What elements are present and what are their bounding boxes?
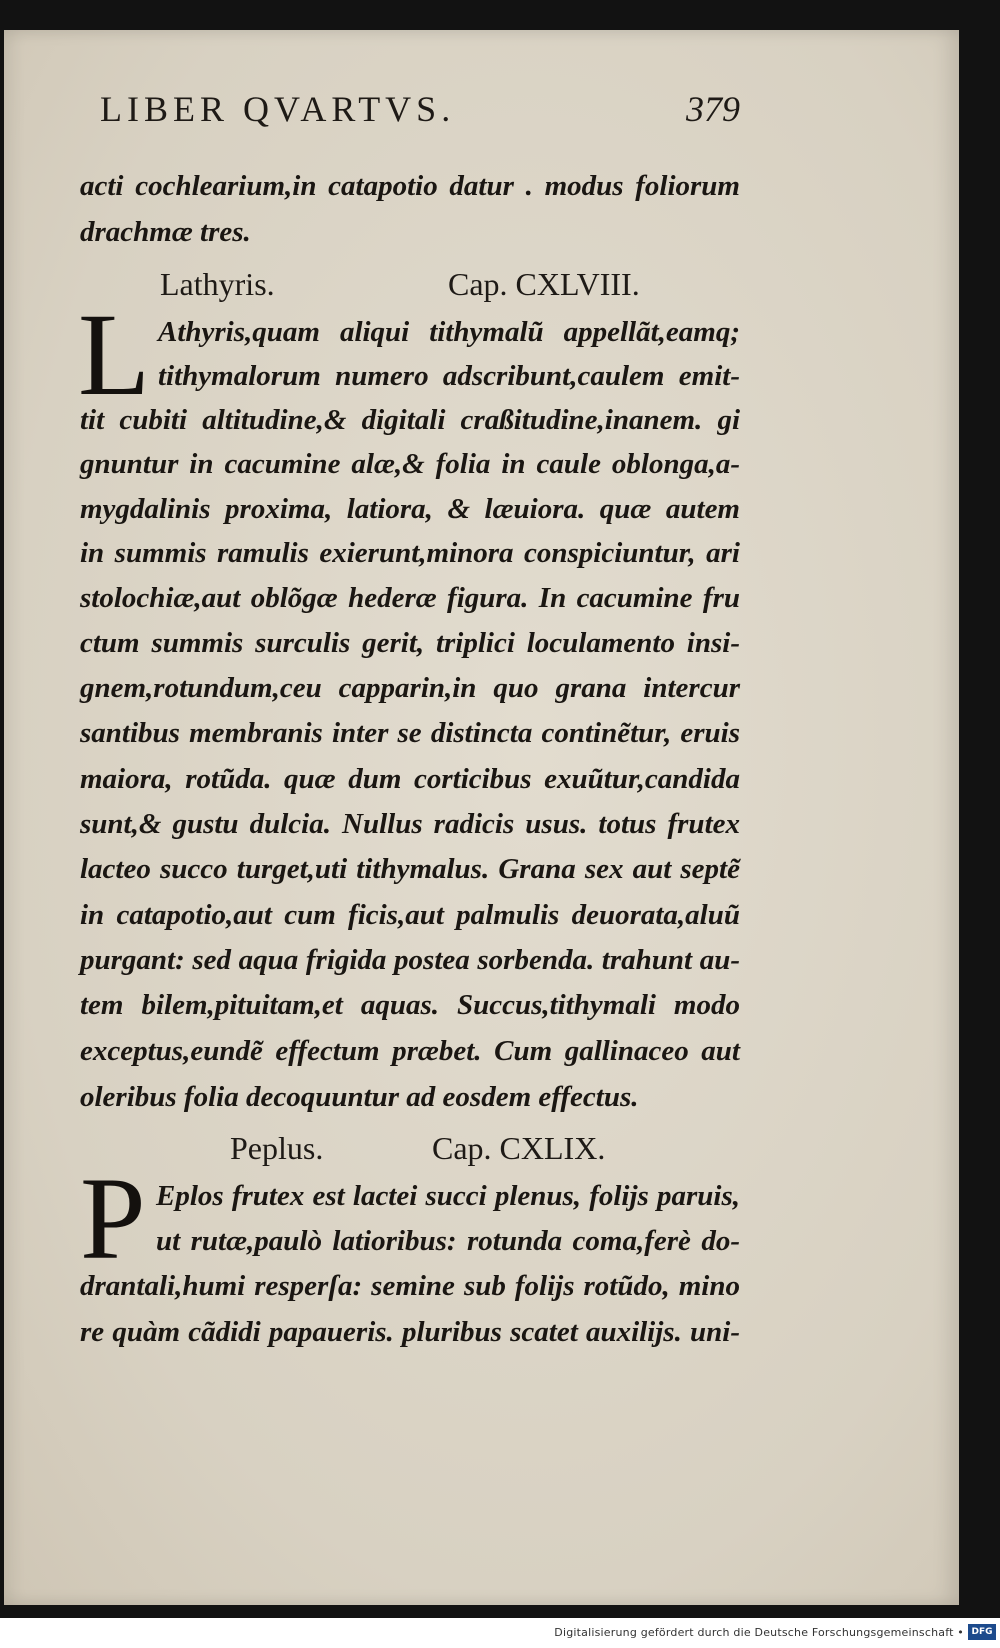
running-head bbox=[100, 88, 740, 138]
text-line: purgant: sed aqua frigida postea sorbenda. trahunt au- bbox=[80, 944, 740, 976]
text-line: Athyris,quam aliqui tithymalũ appellãt,eamq; bbox=[158, 316, 740, 348]
text-line: sunt,& gustu dulcia. Nullus radicis usus. totus frutex bbox=[80, 808, 740, 840]
text-line: maiora, rotũda. quæ dum corticibus exuũtur,candida bbox=[80, 763, 740, 795]
text-line: Eplos frutex est lactei succi plenus, folijs paruis, bbox=[156, 1180, 740, 1212]
text-line: tem bilem,pituitam,et aquas. Succus,tithymali modo bbox=[80, 989, 740, 1021]
funding-notice: Digitalisierung gefördert durch die Deutsche Forschungsgemeinschaft • bbox=[554, 1626, 964, 1639]
text-line: gnuntur in cacumine alæ,& folia in caule oblonga,a- bbox=[80, 448, 740, 480]
chapter-title: Lathyris. bbox=[160, 266, 275, 302]
text-line: tit cubiti altitudine,& digitali craßitudine,inanem. gi bbox=[80, 404, 740, 436]
page-number: 379 bbox=[686, 89, 740, 129]
text-line: in catapotio,aut cum ficis,aut palmulis deuorata,aluũ bbox=[80, 899, 740, 931]
footer-bar bbox=[0, 1618, 1000, 1648]
text-line: acti cochlearium,in catapotio datur . modus foliorum bbox=[80, 170, 740, 202]
dfg-logo[interactable]: DFG bbox=[968, 1624, 996, 1640]
text-line: lacteo succo turget,uti tithymalus. Grana sex aut septẽ bbox=[80, 853, 740, 885]
text-line: oleribus folia decoquuntur ad eosdem effectus. bbox=[80, 1081, 639, 1113]
text-line: re quàm cãdidi papaueris. pluribus scatet auxilijs. uni- bbox=[80, 1316, 740, 1348]
text-line: tithymalorum numero adscribunt,caulem emit- bbox=[158, 360, 740, 392]
text-line: mygdalinis proxima, latiora, & læuiora. quæ autem bbox=[80, 493, 740, 525]
text-line: exceptus,eundẽ effectum præbet. Cum gallinaceo aut bbox=[80, 1035, 740, 1067]
text-line: drachmæ tres. bbox=[80, 216, 251, 248]
drop-cap: P bbox=[80, 1153, 146, 1284]
drop-cap: L bbox=[78, 289, 151, 420]
chapter-number: Cap. CXLVIII. bbox=[448, 266, 640, 302]
text-line: stolochiæ,aut oblõgæ hederæ figura. In cacumine fru bbox=[80, 582, 740, 614]
text-line: in summis ramulis exierunt,minora conspiciuntur, ari bbox=[80, 537, 740, 569]
text-line: santibus membranis inter se distincta continẽtur, eruis bbox=[80, 717, 740, 749]
text-line: ut rutæ,paulò latioribus: rotunda coma,ferè do- bbox=[156, 1225, 740, 1257]
running-title: LIBER QVARTVS. bbox=[100, 89, 456, 129]
chapter-number: Cap. CXLIX. bbox=[432, 1130, 606, 1166]
chapter-title: Peplus. bbox=[230, 1130, 324, 1166]
text-line: gnem,rotundum,ceu capparin,in quo grana intercur bbox=[80, 672, 740, 704]
text-line: drantali,humi resperſa: semine sub folijs rotũdo, mino bbox=[80, 1270, 740, 1302]
text-line: ctum summis surculis gerit, triplici loculamento insi- bbox=[80, 627, 740, 659]
